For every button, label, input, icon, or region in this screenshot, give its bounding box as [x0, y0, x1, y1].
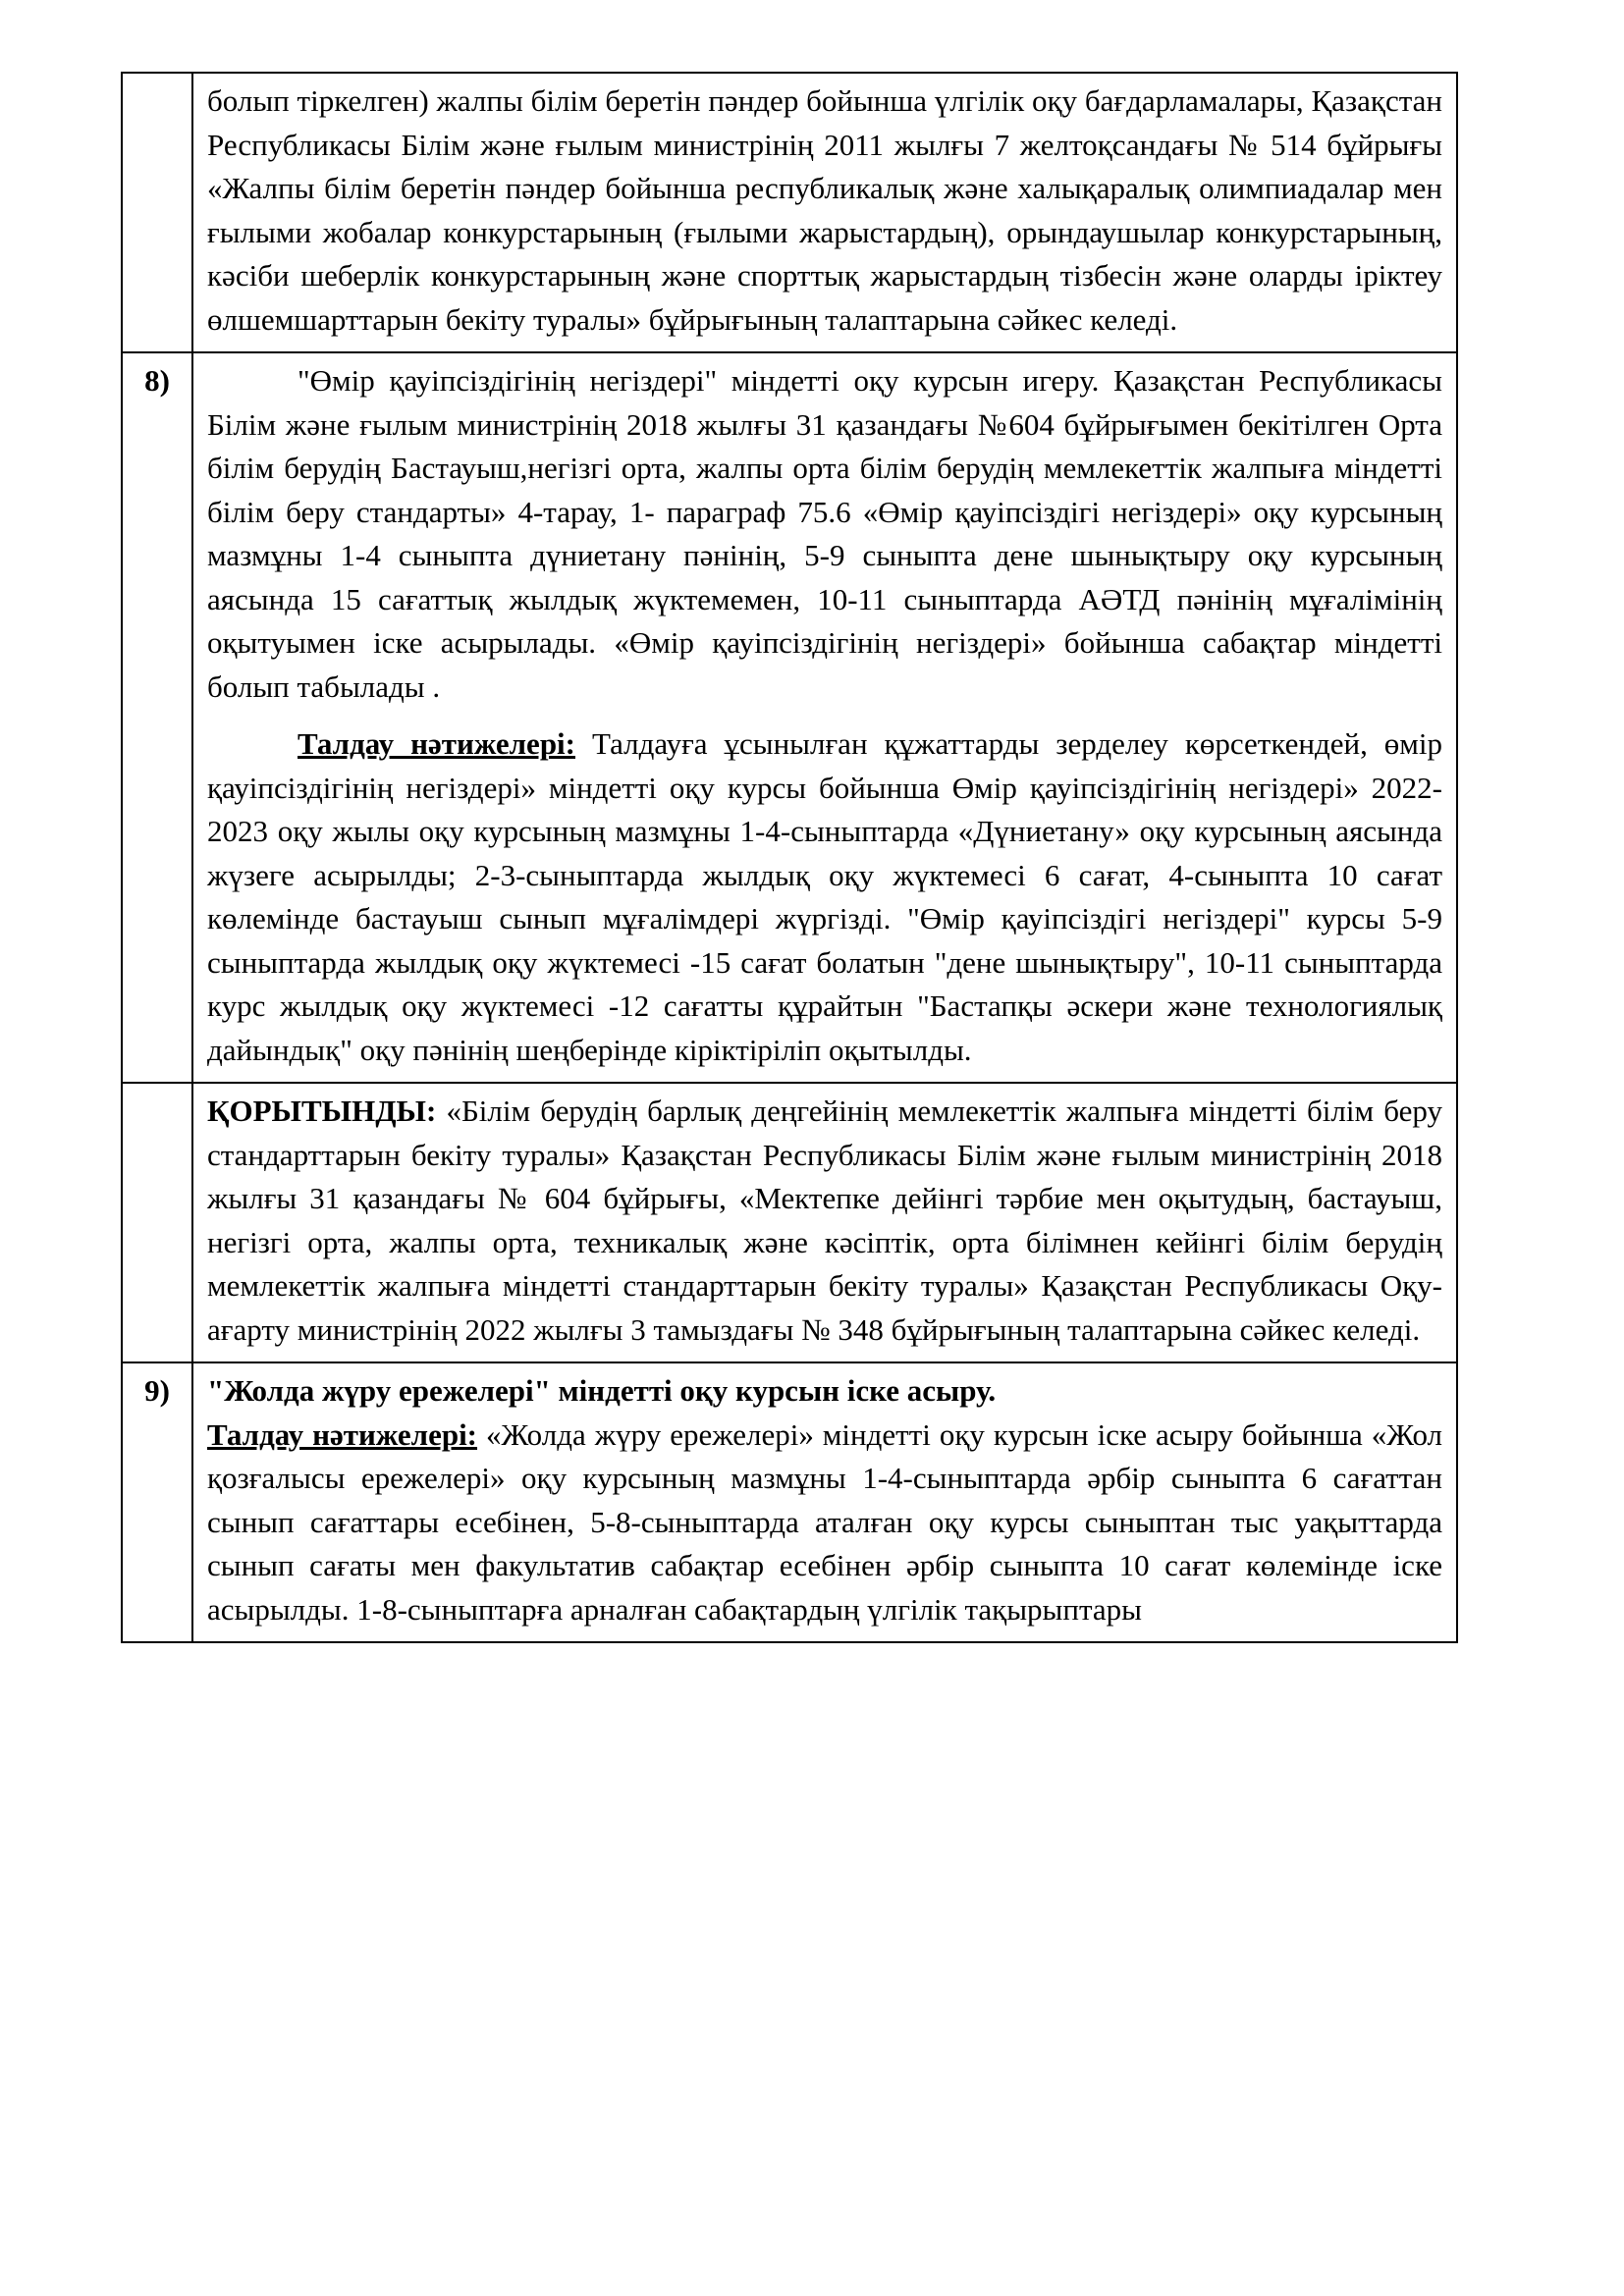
analysis-results-label: Талдау нәтижелері:: [207, 1416, 478, 1452]
analysis-text: Талдауға ұсынылған құжаттарды зерделеу көрсеткендей, өмір қауіпсіздігінің негіздері» міндетті оқу курсы бойынша Өмір қауіпсіздігінің негіздері» 2022-2023 оқу жылы оқу курсының мазмұны 1-4-сыныптарда «Дүниетану» оқу курсының аясында жүзеге асырылды; 2-3-сыныптарда жылдық оқу жүктемесі 6 сағат, 4-сыныпта 10 сағат көлемінде бастауыш сынып мұғалімдері жүргізді. "Өмір қауіпсіздігі негіздері" курсы 5-9 сыныптарда жылдық оқу жүктемесі -15 сағат болатын "дене шынықтыру", 10-11 сыныптарда курс жылдық оқу жүктемесі -12 сағатты құрайтын "Бастапқы әскери және технологиялық дайындық" оқу пәнінің шеңберінде кіріктіріліп оқытылды.: [207, 726, 1443, 1067]
row-number: 8): [122, 352, 192, 1083]
row-number: [122, 1083, 192, 1362]
table-row: [122, 352, 1457, 1083]
table-row: [122, 1362, 1457, 1642]
row-number: 9): [122, 1362, 192, 1642]
analysis-paragraph: [207, 722, 1442, 1072]
conclusion-label: ҚОРЫТЫНДЫ:: [207, 1094, 437, 1128]
row-content: [192, 73, 1457, 352]
row-content: [192, 1362, 1457, 1642]
conclusion-paragraph: [207, 1090, 1442, 1352]
table-row: [122, 1083, 1457, 1362]
row-number: [122, 73, 192, 352]
analysis-table: [121, 72, 1458, 1643]
row-text: болып тіркелген) жалпы білім беретін пәндер бойынша үлгілік оқу бағдарламалары, Қазақстан Республикасы Білім және ғылым министрінің 2011 жылғы 7 желтоқсандағы № 514 бұйрығы «Жалпы білім беретін пәндер бойынша республикалық және халықаралық олимпиадалар мен ғылыми жобалар конкурстарының (ғылыми жарыстардың), орындаушылар конкурстарының, кәсіби шеберлік конкурстарының және спорттық жарыстардың тізбесін және оларды іріктеу өлшемшарттарын бекіту туралы» бұйрығының талаптарына сәйкес келеді.: [207, 83, 1442, 337]
analysis-paragraph: [207, 1414, 1442, 1632]
conclusion-text: «Білім берудің барлық деңгейінің мемлекеттік жалпыға міндетті білім беру стандарттарын бекіту туралы» Қазақстан Республикасы Білім және ғылым министрінің 2018 жылғы 31 қазандағы № 604 бұйрығы, «Мектепке дейінгі тәрбие мен оқытудың, бастауыш, негізгі орта, жалпы орта, техникалық және кәсіптік, орта білімнен кейінгі білім берудің мемлекеттік жалпыға міндетті стандарттарын бекіту туралы» Қазақстан Республикасы Оқу-ағарту министрінің 2022 жылғы 3 тамыздағы № 348 бұйрығының талаптарына сәйкес келеді.: [207, 1094, 1442, 1347]
row-content: [192, 352, 1457, 1083]
row-text: "Өмір қауіпсіздігінің негіздері" міндетті оқу курсын игеру. Қазақстан Республикасы Білім және ғылым министрінің 2018 жылғы 31 қазандағы №604 бұйрығымен бекітілген Орта білім берудің Бастауыш,негізгі орта, жалпы орта білім берудің мемлекеттік жалпыға міндетті білім беру стандарты» 4-тарау, 1- параграф 75.6 «Өмір қауіпсіздігі негіздері» оқу курсының мазмұны 1-4 сыныпта дүниетану пәнінің, 5-9 сыныпта дене шынықтыру оқу курсының аясында 15 сағаттық жылдық жүктемемен, 10-11 сыныптарда АӘТД пәнінің мұғалімінің оқытуымен іске асырылады. «Өмір қауіпсіздігінің негіздері» бойынша сабақтар міндетті болып табылады .: [207, 363, 1442, 704]
section-heading: "Жолда жүру ережелері" міндетті оқу курсын іске асыру.: [207, 1373, 997, 1408]
analysis-text: «Жолда жүру ережелері» міндетті оқу курсын іске асыру бойынша «Жол қозғалысы ережелері» оқу курсының мазмұны 1-4-сыныптарда әрбір сыныпта 6 сағаттан сынып сағаттары есебінен, 5-8-сыныптарда аталған оқу курсы сыныптан тыс уақыттарда сынып сағаты мен факультатив сабақтар есебінен әрбір сыныпта 10 сағат көлемінде іске асырылды. 1-8-сыныптарға арналған сабақтардың үлгілік тақырыптары: [207, 1416, 1443, 1627]
analysis-results-label: Талдау нәтижелері:: [298, 726, 575, 761]
row-content: [192, 1083, 1457, 1362]
table-row: [122, 73, 1457, 352]
